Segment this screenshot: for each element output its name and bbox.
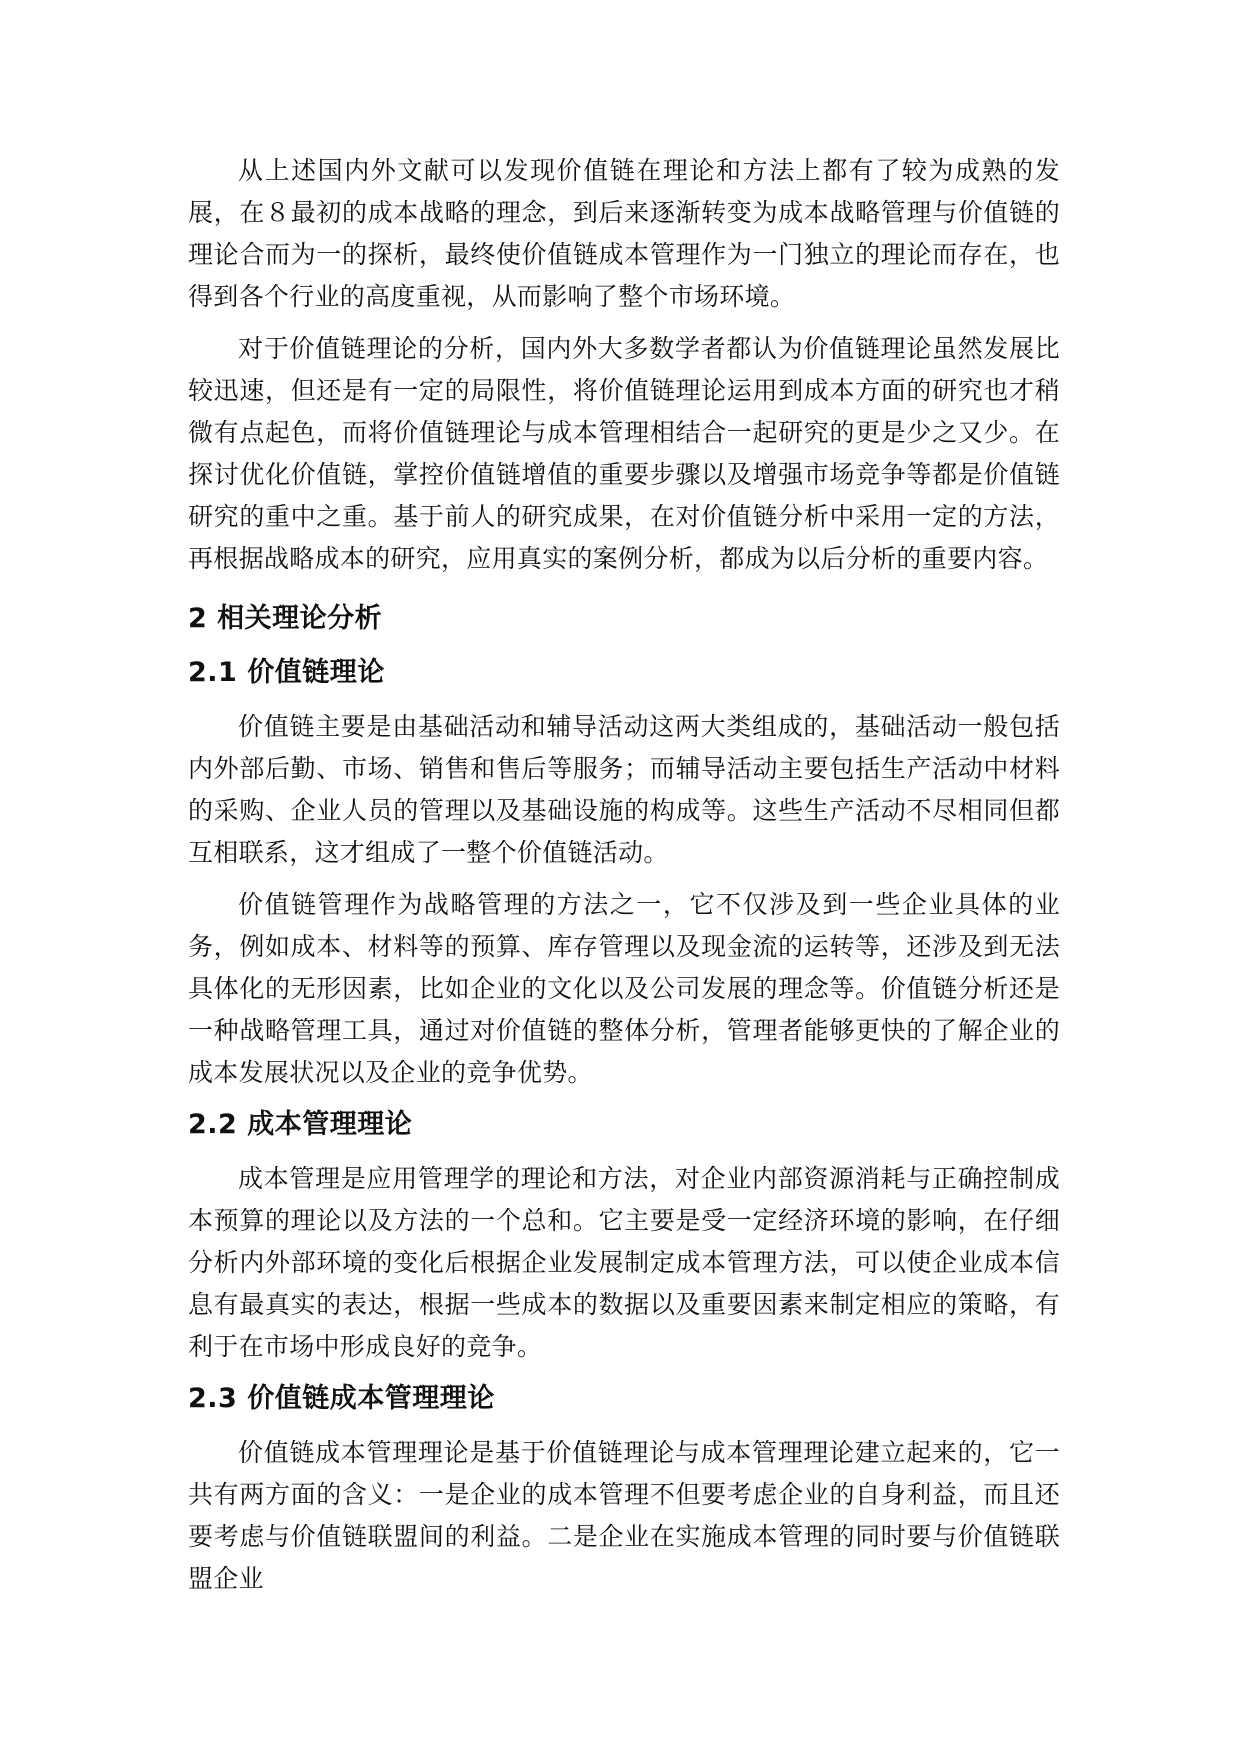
paragraph-cost-management: 成本管理是应用管理学的理论和方法，对企业内部资源消耗与正确控制成本预算的理论以及方法的一个总和。它主要是受一定经济环境的影响，在仔细分析内外部环境的变化后根据企业发展制定成本管理方法，可以使企业成本信息有最真实的表达，根据一些成本的数据以及重要因素来制定相应的策略，有利于在市场中形成良好的竞争。	[188, 1164, 1060, 1361]
section-heading-2-3: 2.3 价值链成本管理理论	[188, 1383, 495, 1414]
paragraph-literature-summary: 从上述国内外文献可以发现价值链在理论和方法上都有了较为成熟的发展，在８最初的成本战略的理念，到后来逐渐转变为成本战略管理与价值链的理论合而为一的探析，最终使价值链成本管理作为一门独立的理论而存在，也得到各个行业的高度重视，从而影响了整个市场环境。	[188, 156, 1060, 311]
paragraph-value-chain-analysis: 对于价值链理论的分析，国内外大多数学者都认为价值链理论虽然发展比较迅速，但还是有一定的局限性，将价值链理论运用到成本方面的研究也才稍微有点起色，而将价值链理论与成本管理相结合一起研究的更是少之又少。在探讨优化价值链，掌控价值链增值的重要步骤以及增强市场竞争等都是价值链研究的重中之重。基于前人的研究成果，在对价值链分析中采用一定的方法，再根据战略成本的研究，应用真实的案例分析，都成为以后分析的重要内容。	[188, 334, 1060, 573]
document-page	[188, 150, 1060, 1600]
paragraph-value-chain-management: 价值链管理作为战略管理的方法之一，它不仅涉及到一些企业具体的业务，例如成本、材料等的预算、库存管理以及现金流的运转等，还涉及到无法具体化的无形因素，比如企业的文化以及公司发展的理念等。价值链分析还是一种战略管理工具，通过对价值链的整体分析，管理者能够更快的了解企业的成本发展状况以及企业的竞争优势。	[188, 890, 1060, 1087]
paragraph-value-chain-cost-management: 价值链成本管理理论是基于价值链理论与成本管理理论建立起来的，它一共有两方面的含义：一是企业的成本管理不但要考虑企业的自身利益，而且还要考虑与价值链联盟间的利益。二是企业在实施成本管理的同时要与价值链联盟企业	[188, 1438, 1060, 1593]
section-heading-2-2: 2.2 成本管理理论	[188, 1109, 413, 1140]
section-heading-2: 2 相关理论分析	[188, 603, 383, 634]
paragraph-value-chain-composition: 价值链主要是由基础活动和辅导活动这两大类组成的，基础活动一般包括内外部后勤、市场、销售和售后等服务；而辅导活动主要包括生产活动中材料的采购、企业人员的管理以及基础设施的构成等。这些生产活动不尽相同但都互相联系，这才组成了一整个价值链活动。	[188, 712, 1060, 867]
section-heading-2-1: 2.1 价值链理论	[188, 657, 385, 688]
